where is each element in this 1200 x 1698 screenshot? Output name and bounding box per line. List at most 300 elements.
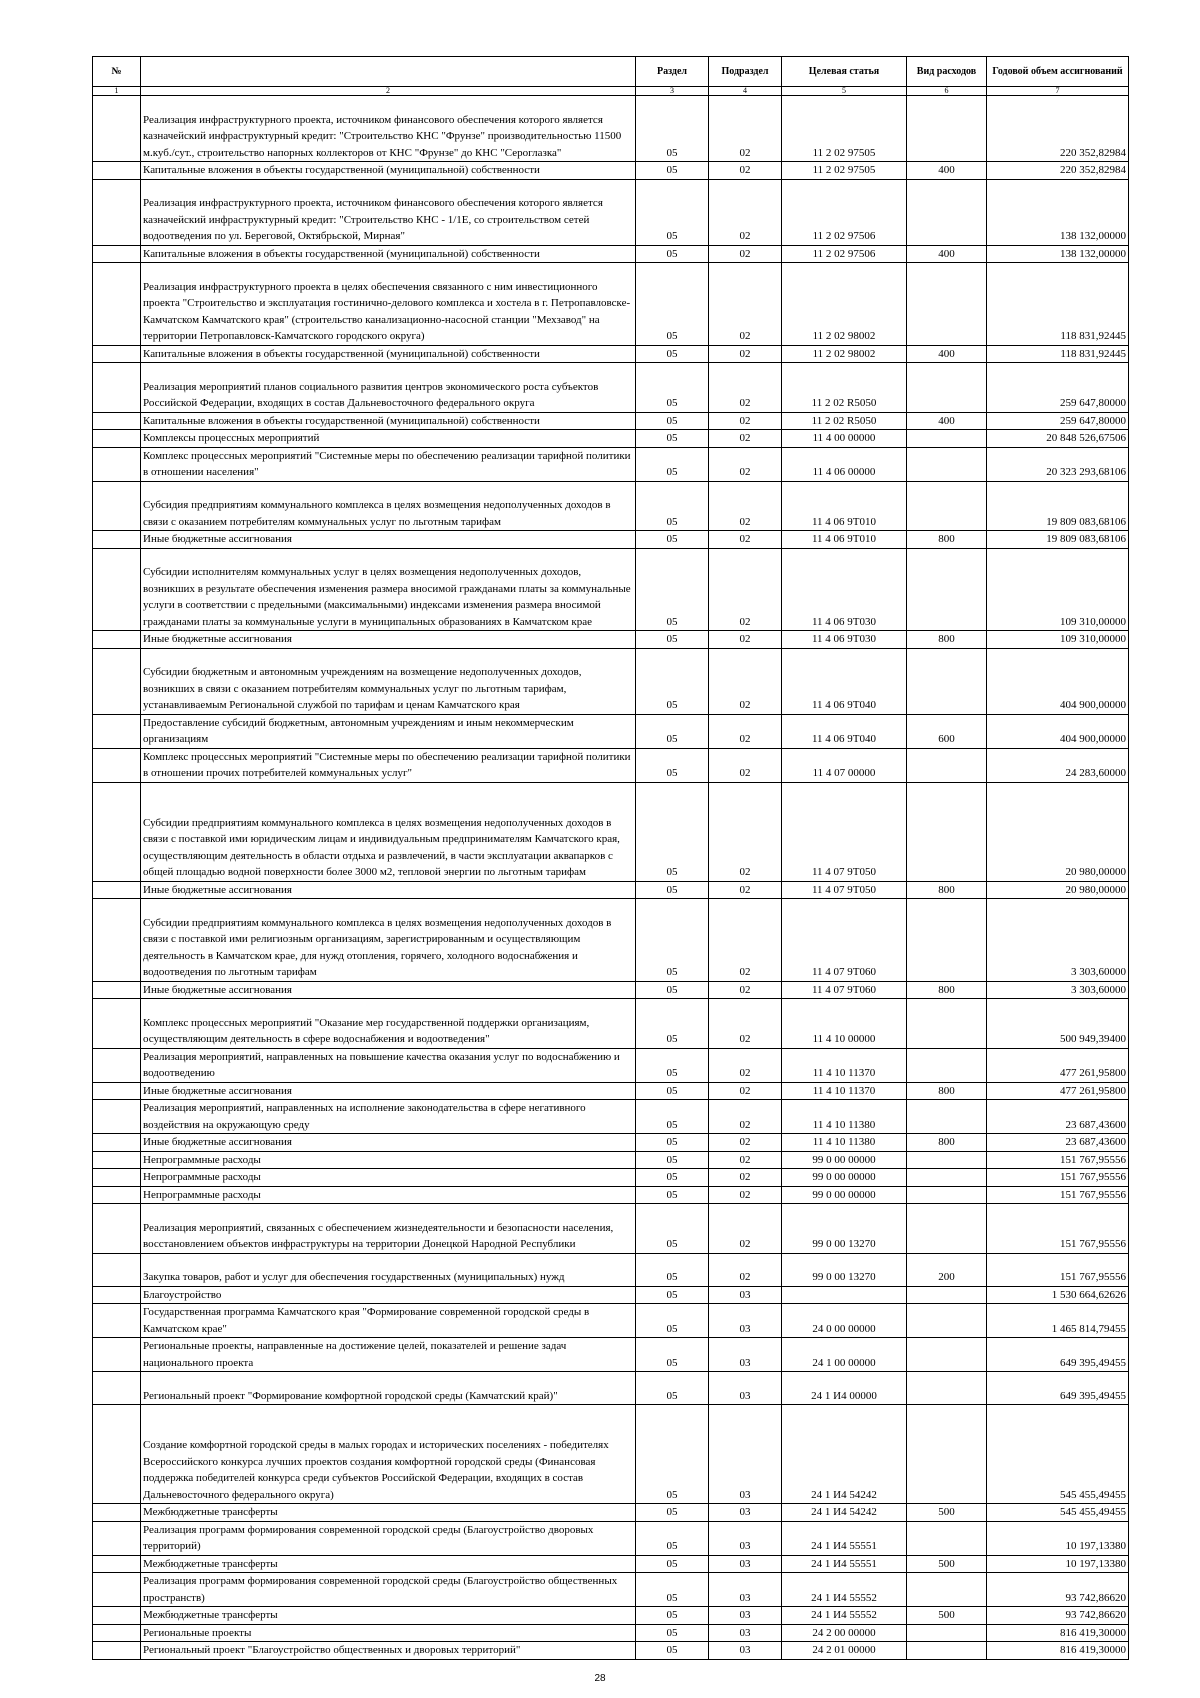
row-amount-cell: 24 283,60000 bbox=[987, 748, 1129, 782]
row-subsection-cell: 03 bbox=[709, 1405, 782, 1504]
row-subsection-cell: 02 bbox=[709, 1134, 782, 1152]
row-subsection-cell: 02 bbox=[709, 899, 782, 982]
header-no: № bbox=[93, 57, 141, 87]
table-row bbox=[93, 881, 1129, 899]
row-target-cell: 11 4 07 9Т060 bbox=[782, 981, 907, 999]
row-name-text: Иные бюджетные ассигнования bbox=[143, 633, 292, 645]
row-name-text: Иные бюджетные ассигнования bbox=[143, 983, 292, 996]
table-row bbox=[93, 363, 1129, 413]
row-target-cell: 11 4 06 9Т010 bbox=[782, 481, 907, 531]
header-subsection: Подраздел bbox=[709, 57, 782, 87]
row-subsection-cell: 02 bbox=[709, 631, 782, 649]
table-row bbox=[93, 1607, 1129, 1625]
row-amount-cell: 20 980,00000 bbox=[987, 881, 1129, 899]
table-row bbox=[93, 1151, 1129, 1169]
row-section-cell: 05 bbox=[636, 447, 709, 481]
row-name-cell bbox=[141, 1304, 636, 1338]
row-name-text: Субсидии предприятиям коммунального комплекса в целях возмещения недополученных доходов в связи с поставкой ими религиозным организациям, зарегистрированным и осуществляющим деятельность в Камчатском крае, для нужд отопления, горячего, холодного водоснабжения и водоотведения по льготным тарифам bbox=[143, 916, 612, 978]
row-amount-cell: 118 831,92445 bbox=[987, 263, 1129, 346]
row-subsection-cell: 02 bbox=[709, 245, 782, 263]
row-subsection-cell: 02 bbox=[709, 1151, 782, 1169]
column-number-row bbox=[93, 87, 1129, 96]
row-section-cell: 05 bbox=[636, 981, 709, 999]
row-amount-cell: 220 352,82984 bbox=[987, 96, 1129, 162]
row-amount-cell: 151 767,95556 bbox=[987, 1169, 1129, 1187]
row-kind-cell bbox=[907, 548, 987, 631]
row-name-cell bbox=[141, 648, 636, 714]
row-subsection-cell: 02 bbox=[709, 881, 782, 899]
row-target-cell: 11 2 02 98002 bbox=[782, 263, 907, 346]
row-section-cell: 05 bbox=[636, 1642, 709, 1660]
row-kind-cell bbox=[907, 1405, 987, 1504]
row-amount-cell: 23 687,43600 bbox=[987, 1100, 1129, 1134]
row-section-cell: 05 bbox=[636, 881, 709, 899]
row-number-cell bbox=[93, 481, 141, 531]
row-name-text: Непрограммные расходы bbox=[143, 1171, 261, 1183]
row-number-cell bbox=[93, 1134, 141, 1152]
row-name-cell bbox=[141, 430, 636, 448]
row-name-cell bbox=[141, 263, 636, 346]
row-name-text: Реализация мероприятий, связанных с обеспечением жизнедеятельности и безопасности населения, восстановлением объектов инфраструктуры на территории Донецкой Народной Республики bbox=[143, 1221, 614, 1250]
row-kind-cell bbox=[907, 1186, 987, 1204]
row-name-cell bbox=[141, 1169, 636, 1187]
row-name-cell bbox=[141, 1573, 636, 1607]
row-amount-cell: 1 530 664,62626 bbox=[987, 1286, 1129, 1304]
row-section-cell: 05 bbox=[636, 1504, 709, 1522]
row-section-cell: 05 bbox=[636, 1186, 709, 1204]
row-name-cell bbox=[141, 1642, 636, 1660]
row-subsection-cell: 02 bbox=[709, 1169, 782, 1187]
row-target-cell: 11 4 06 9Т040 bbox=[782, 648, 907, 714]
row-target-cell: 11 4 00 00000 bbox=[782, 430, 907, 448]
row-name-cell bbox=[141, 1204, 636, 1254]
row-subsection-cell: 02 bbox=[709, 447, 782, 481]
row-name-text: Комплекс процессных мероприятий "Системные меры по обеспечению реализации тарифной политики в отношении прочих потребителей коммунальных услуг" bbox=[143, 750, 631, 779]
row-amount-cell: 545 455,49455 bbox=[987, 1504, 1129, 1522]
row-kind-cell: 600 bbox=[907, 714, 987, 748]
row-name-text: Межбюджетные трансферты bbox=[143, 1609, 278, 1621]
row-kind-cell bbox=[907, 648, 987, 714]
row-name-cell bbox=[141, 363, 636, 413]
row-target-cell: 99 0 00 00000 bbox=[782, 1151, 907, 1169]
row-name-cell bbox=[141, 548, 636, 631]
table-row bbox=[93, 481, 1129, 531]
budget-table bbox=[92, 56, 1129, 1660]
row-name-text: Комплекс процессных мероприятий "Оказание мер государственной поддержки организациям, осуществляющим деятельность в сфере водоснабжения и водоотведения" bbox=[143, 1016, 590, 1045]
row-subsection-cell: 02 bbox=[709, 345, 782, 363]
row-target-cell: 99 0 00 00000 bbox=[782, 1186, 907, 1204]
row-number-cell bbox=[93, 899, 141, 982]
row-section-cell: 05 bbox=[636, 899, 709, 982]
table-row bbox=[93, 531, 1129, 549]
row-section-cell: 05 bbox=[636, 1082, 709, 1100]
header-section: Раздел bbox=[636, 57, 709, 87]
table-row bbox=[93, 648, 1129, 714]
row-amount-cell: 649 395,49455 bbox=[987, 1338, 1129, 1372]
row-amount-cell: 138 132,00000 bbox=[987, 179, 1129, 245]
row-amount-cell: 109 310,00000 bbox=[987, 548, 1129, 631]
row-number-cell bbox=[93, 748, 141, 782]
row-amount-cell: 93 742,86620 bbox=[987, 1607, 1129, 1625]
row-target-cell: 99 0 00 13270 bbox=[782, 1204, 907, 1254]
row-number-cell bbox=[93, 1504, 141, 1522]
row-name-cell bbox=[141, 748, 636, 782]
row-name-cell bbox=[141, 96, 636, 162]
row-name-cell bbox=[141, 1151, 636, 1169]
row-name-cell bbox=[141, 412, 636, 430]
table-row bbox=[93, 96, 1129, 162]
row-number-cell bbox=[93, 179, 141, 245]
row-subsection-cell: 03 bbox=[709, 1286, 782, 1304]
row-target-cell: 11 4 06 9Т010 bbox=[782, 531, 907, 549]
table-row bbox=[93, 245, 1129, 263]
row-target-cell: 24 1 И4 55551 bbox=[782, 1521, 907, 1555]
row-number-cell bbox=[93, 1624, 141, 1642]
row-target-cell: 11 4 07 00000 bbox=[782, 748, 907, 782]
row-section-cell: 05 bbox=[636, 1048, 709, 1082]
row-target-cell: 11 4 07 9Т050 bbox=[782, 782, 907, 881]
row-section-cell: 05 bbox=[636, 1573, 709, 1607]
row-section-cell: 05 bbox=[636, 748, 709, 782]
row-section-cell: 05 bbox=[636, 245, 709, 263]
table-row bbox=[93, 162, 1129, 180]
row-kind-cell: 500 bbox=[907, 1555, 987, 1573]
column-number: 4 bbox=[709, 87, 782, 96]
row-target-cell: 24 1 И4 55551 bbox=[782, 1555, 907, 1573]
row-number-cell bbox=[93, 1372, 141, 1405]
row-subsection-cell: 02 bbox=[709, 481, 782, 531]
row-amount-cell: 477 261,95800 bbox=[987, 1082, 1129, 1100]
row-name-cell bbox=[141, 782, 636, 881]
row-subsection-cell: 02 bbox=[709, 412, 782, 430]
row-target-cell: 11 4 10 11380 bbox=[782, 1134, 907, 1152]
row-section-cell: 05 bbox=[636, 179, 709, 245]
row-subsection-cell: 02 bbox=[709, 263, 782, 346]
row-subsection-cell: 02 bbox=[709, 748, 782, 782]
table-row bbox=[93, 1169, 1129, 1187]
row-number-cell bbox=[93, 1151, 141, 1169]
row-target-cell: 24 1 И4 54242 bbox=[782, 1504, 907, 1522]
row-name-cell bbox=[141, 1607, 636, 1625]
row-number-cell bbox=[93, 1607, 141, 1625]
row-subsection-cell: 02 bbox=[709, 548, 782, 631]
row-name-cell bbox=[141, 714, 636, 748]
row-section-cell: 05 bbox=[636, 782, 709, 881]
row-section-cell: 05 bbox=[636, 363, 709, 413]
row-subsection-cell: 02 bbox=[709, 714, 782, 748]
row-name-cell bbox=[141, 345, 636, 363]
header-kind: Вид расходов bbox=[907, 57, 987, 87]
table-row bbox=[93, 714, 1129, 748]
row-name-text: Региональные проекты, направленные на достижение целей, показателей и решение задач национального проекта bbox=[143, 1340, 567, 1369]
row-section-cell: 05 bbox=[636, 481, 709, 531]
row-number-cell bbox=[93, 263, 141, 346]
row-number-cell bbox=[93, 631, 141, 649]
budget-sheet bbox=[92, 56, 1128, 1660]
row-number-cell bbox=[93, 363, 141, 413]
header-row bbox=[93, 57, 1129, 87]
table-row bbox=[93, 999, 1129, 1049]
header-target: Целевая статья bbox=[782, 57, 907, 87]
row-number-cell bbox=[93, 1521, 141, 1555]
row-kind-cell bbox=[907, 1286, 987, 1304]
row-subsection-cell: 03 bbox=[709, 1607, 782, 1625]
row-target-cell: 11 4 07 9Т050 bbox=[782, 881, 907, 899]
table-row bbox=[93, 1253, 1129, 1286]
row-name-cell bbox=[141, 1372, 636, 1405]
column-number: 3 bbox=[636, 87, 709, 96]
row-number-cell bbox=[93, 162, 141, 180]
row-name-cell bbox=[141, 1286, 636, 1304]
row-number-cell bbox=[93, 1169, 141, 1187]
row-number-cell bbox=[93, 1082, 141, 1100]
row-name-text: Реализация инфраструктурного проекта, источником финансового обеспечения которого является казначейский инфраструктурный кредит: "Строительство КНС "Фрунзе" производительностью 11500 м.куб./сут., строительство напорных коллекторов от КНС "Фрунзе" до КНС "Сероглазка" bbox=[143, 113, 622, 159]
row-name-text: Создание комфортной городской среды в малых городах и исторических поселениях - победителях Всероссийского конкурса лучших проектов создания комфортной городской среды (Финансовая поддержка победителей конкурса среди субъектов Российской Федерации, входящих в состав Дальневосточного федерального округа) bbox=[143, 1439, 609, 1501]
row-amount-cell: 220 352,82984 bbox=[987, 162, 1129, 180]
row-target-cell: 11 4 10 11380 bbox=[782, 1100, 907, 1134]
row-kind-cell: 800 bbox=[907, 631, 987, 649]
row-kind-cell: 400 bbox=[907, 245, 987, 263]
row-amount-cell: 477 261,95800 bbox=[987, 1048, 1129, 1082]
row-section-cell: 05 bbox=[636, 412, 709, 430]
row-amount-cell: 19 809 083,68106 bbox=[987, 531, 1129, 549]
row-amount-cell: 151 767,95556 bbox=[987, 1204, 1129, 1254]
row-name-text: Комплекс процессных мероприятий "Системные меры по обеспечению реализации тарифной политики в отношении населения" bbox=[143, 449, 631, 478]
row-subsection-cell: 02 bbox=[709, 648, 782, 714]
row-subsection-cell: 02 bbox=[709, 363, 782, 413]
row-section-cell: 05 bbox=[636, 345, 709, 363]
row-amount-cell: 19 809 083,68106 bbox=[987, 481, 1129, 531]
row-name-cell bbox=[141, 899, 636, 982]
row-amount-cell: 10 197,13380 bbox=[987, 1521, 1129, 1555]
row-name-cell bbox=[141, 1521, 636, 1555]
row-target-cell: 11 4 10 11370 bbox=[782, 1048, 907, 1082]
row-kind-cell bbox=[907, 179, 987, 245]
row-name-cell bbox=[141, 1504, 636, 1522]
column-number: 5 bbox=[782, 87, 907, 96]
row-kind-cell bbox=[907, 1573, 987, 1607]
row-section-cell: 05 bbox=[636, 1100, 709, 1134]
row-subsection-cell: 02 bbox=[709, 1048, 782, 1082]
row-amount-cell: 138 132,00000 bbox=[987, 245, 1129, 263]
row-subsection-cell: 02 bbox=[709, 981, 782, 999]
row-name-cell bbox=[141, 1186, 636, 1204]
row-name-cell bbox=[141, 1555, 636, 1573]
table-row bbox=[93, 1573, 1129, 1607]
row-section-cell: 05 bbox=[636, 1286, 709, 1304]
row-subsection-cell: 03 bbox=[709, 1642, 782, 1660]
row-name-text: Благоустройство bbox=[143, 1288, 222, 1301]
row-target-cell: 24 1 И4 55552 bbox=[782, 1573, 907, 1607]
row-kind-cell bbox=[907, 363, 987, 413]
row-name-text: Предоставление субсидий бюджетным, автономным учреждениям и иным некоммерческим организациям bbox=[143, 716, 574, 745]
row-name-text: Иные бюджетные ассигнования bbox=[143, 1136, 292, 1148]
row-section-cell: 05 bbox=[636, 548, 709, 631]
row-target-cell: 24 2 01 00000 bbox=[782, 1642, 907, 1660]
row-target-cell: 11 4 10 00000 bbox=[782, 999, 907, 1049]
row-section-cell: 05 bbox=[636, 162, 709, 180]
row-target-cell: 24 1 И4 00000 bbox=[782, 1372, 907, 1405]
row-section-cell: 05 bbox=[636, 631, 709, 649]
row-target-cell: 11 2 02 R5050 bbox=[782, 412, 907, 430]
row-number-cell bbox=[93, 1642, 141, 1660]
table-row bbox=[93, 1372, 1129, 1405]
row-number-cell bbox=[93, 1100, 141, 1134]
row-name-text: Закупка товаров, работ и услуг для обеспечения государственных (муниципальных) нужд bbox=[143, 1271, 565, 1283]
row-name-text: Региональные проекты bbox=[143, 1626, 252, 1639]
column-number: 7 bbox=[987, 87, 1129, 96]
row-section-cell: 05 bbox=[636, 1555, 709, 1573]
row-section-cell: 05 bbox=[636, 1521, 709, 1555]
row-target-cell: 11 2 02 97505 bbox=[782, 96, 907, 162]
table-row bbox=[93, 1304, 1129, 1338]
row-kind-cell bbox=[907, 1624, 987, 1642]
row-amount-cell: 151 767,95556 bbox=[987, 1186, 1129, 1204]
row-subsection-cell: 02 bbox=[709, 162, 782, 180]
row-subsection-cell: 02 bbox=[709, 999, 782, 1049]
row-section-cell: 05 bbox=[636, 1169, 709, 1187]
table-row bbox=[93, 1186, 1129, 1204]
table-row bbox=[93, 1624, 1129, 1642]
row-kind-cell: 800 bbox=[907, 531, 987, 549]
row-subsection-cell: 02 bbox=[709, 1186, 782, 1204]
row-name-text: Межбюджетные трансферты bbox=[143, 1506, 278, 1518]
row-name-cell bbox=[141, 999, 636, 1049]
row-number-cell bbox=[93, 1186, 141, 1204]
row-name-text: Межбюджетные трансферты bbox=[143, 1557, 278, 1570]
row-name-cell bbox=[141, 1082, 636, 1100]
row-target-cell: 11 4 06 00000 bbox=[782, 447, 907, 481]
row-number-cell bbox=[93, 245, 141, 263]
row-number-cell bbox=[93, 1338, 141, 1372]
row-target-cell: 11 2 02 R5050 bbox=[782, 363, 907, 413]
row-kind-cell bbox=[907, 481, 987, 531]
row-target-cell: 11 2 02 97505 bbox=[782, 162, 907, 180]
row-name-text: Непрограммные расходы bbox=[143, 1153, 261, 1166]
row-kind-cell bbox=[907, 1521, 987, 1555]
row-target-cell: 11 2 02 98002 bbox=[782, 345, 907, 363]
row-number-cell bbox=[93, 1304, 141, 1338]
row-section-cell: 05 bbox=[636, 1304, 709, 1338]
row-subsection-cell: 02 bbox=[709, 1082, 782, 1100]
row-target-cell: 24 0 00 00000 bbox=[782, 1304, 907, 1338]
row-number-cell bbox=[93, 881, 141, 899]
column-number: 2 bbox=[141, 87, 636, 96]
row-target-cell: 11 4 07 9Т060 bbox=[782, 899, 907, 982]
row-kind-cell bbox=[907, 899, 987, 982]
row-number-cell bbox=[93, 1573, 141, 1607]
row-number-cell bbox=[93, 345, 141, 363]
table-row bbox=[93, 1405, 1129, 1504]
row-name-cell bbox=[141, 631, 636, 649]
row-name-text: Реализация программ формирования современной городской среды (Благоустройство дворовых территорий) bbox=[143, 1523, 594, 1552]
row-section-cell: 05 bbox=[636, 999, 709, 1049]
row-kind-cell: 800 bbox=[907, 1134, 987, 1152]
column-number: 1 bbox=[93, 87, 141, 96]
row-amount-cell: 93 742,86620 bbox=[987, 1573, 1129, 1607]
row-name-cell bbox=[141, 1048, 636, 1082]
row-amount-cell: 20 980,00000 bbox=[987, 782, 1129, 881]
row-subsection-cell: 02 bbox=[709, 1204, 782, 1254]
row-kind-cell bbox=[907, 1048, 987, 1082]
row-subsection-cell: 03 bbox=[709, 1338, 782, 1372]
row-amount-cell: 500 949,39400 bbox=[987, 999, 1129, 1049]
row-section-cell: 05 bbox=[636, 96, 709, 162]
row-amount-cell: 1 465 814,79455 bbox=[987, 1304, 1129, 1338]
row-name-text: Капитальные вложения в объекты государственной (муниципальной) собственности bbox=[143, 347, 540, 360]
row-name-cell bbox=[141, 1405, 636, 1504]
row-name-text: Реализация инфраструктурного проекта, источником финансового обеспечения которого является казначейский инфраструктурный кредит: "Строительство КНС - 1/1Е, со строительством сетей водоотведения по ул. Береговой, Октябрьской, Мирная" bbox=[143, 197, 603, 242]
table-row bbox=[93, 1134, 1129, 1152]
row-name-text: Реализация мероприятий планов социального развития центров экономического роста субъектов Российской Федерации, входящих в состав Дальневосточного федерального округа bbox=[143, 380, 599, 409]
row-target-cell: 24 1 И4 55552 bbox=[782, 1607, 907, 1625]
row-amount-cell: 20 848 526,67506 bbox=[987, 430, 1129, 448]
row-subsection-cell: 02 bbox=[709, 96, 782, 162]
row-name-text: Комплексы процессных мероприятий bbox=[143, 432, 320, 444]
row-name-text: Субсидия предприятиям коммунального комплекса в целях возмещения недополученных доходов в связи с оказанием потребителям коммунальных услуг по льготным тарифам bbox=[143, 499, 611, 528]
row-amount-cell: 3 303,60000 bbox=[987, 981, 1129, 999]
row-amount-cell: 20 323 293,68106 bbox=[987, 447, 1129, 481]
row-target-cell: 11 4 10 11370 bbox=[782, 1082, 907, 1100]
row-amount-cell: 816 419,30000 bbox=[987, 1642, 1129, 1660]
row-number-cell bbox=[93, 1555, 141, 1573]
row-name-cell bbox=[141, 1253, 636, 1286]
row-name-cell bbox=[141, 531, 636, 549]
row-number-cell bbox=[93, 782, 141, 881]
row-subsection-cell: 03 bbox=[709, 1372, 782, 1405]
row-amount-cell: 23 687,43600 bbox=[987, 1134, 1129, 1152]
row-target-cell: 99 0 00 13270 bbox=[782, 1253, 907, 1286]
row-name-text: Непрограммные расходы bbox=[143, 1188, 261, 1201]
row-name-text: Субсидии исполнителям коммунальных услуг в целях возмещения недополученных доходов, возникших в результате обеспечения изменения размера вносимой гражданами платы за коммунальные услуги в соответствии с предельными (максимальными) индексами изменения размера вносимой гражданами платы за коммунальные услуги в муниципальных образованиях в Камчатском крае bbox=[143, 566, 631, 628]
row-kind-cell: 800 bbox=[907, 981, 987, 999]
row-name-text: Капитальные вложения в объекты государственной (муниципальной) собственности bbox=[143, 414, 540, 427]
row-name-text: Реализация программ формирования современной городской среды (Благоустройство общественных пространств) bbox=[143, 1575, 618, 1604]
row-name-text: Государственная программа Камчатского края "Формирование современной городской среды в Камчатском крае" bbox=[143, 1306, 590, 1335]
row-target-cell: 11 4 06 9Т030 bbox=[782, 631, 907, 649]
row-kind-cell: 400 bbox=[907, 345, 987, 363]
row-section-cell: 05 bbox=[636, 1372, 709, 1405]
row-kind-cell bbox=[907, 1204, 987, 1254]
row-amount-cell: 404 900,00000 bbox=[987, 714, 1129, 748]
row-amount-cell: 816 419,30000 bbox=[987, 1624, 1129, 1642]
row-number-cell bbox=[93, 96, 141, 162]
row-subsection-cell: 03 bbox=[709, 1573, 782, 1607]
row-name-text: Субсидии бюджетным и автономным учреждениям на возмещение недополученных доходов, возникших в связи с оказанием потребителям коммунальных услуг по льготным тарифам, устанавливаемым Региональной службой по тарифам и ценам Камчатского края bbox=[143, 666, 582, 711]
row-target-cell: 11 4 06 9Т040 bbox=[782, 714, 907, 748]
row-name-cell bbox=[141, 881, 636, 899]
row-number-cell bbox=[93, 447, 141, 481]
row-number-cell bbox=[93, 714, 141, 748]
row-name-text: Капитальные вложения в объекты государственной (муниципальной) собственности bbox=[143, 247, 540, 260]
header-name bbox=[141, 57, 636, 87]
row-amount-cell: 649 395,49455 bbox=[987, 1372, 1129, 1405]
header-amount: Годовой объем ассигнований bbox=[987, 57, 1129, 87]
row-name-text: Иные бюджетные ассигнования bbox=[143, 533, 292, 545]
row-amount-cell: 404 900,00000 bbox=[987, 648, 1129, 714]
row-kind-cell bbox=[907, 1304, 987, 1338]
table-row bbox=[93, 412, 1129, 430]
row-subsection-cell: 02 bbox=[709, 782, 782, 881]
row-kind-cell bbox=[907, 1372, 987, 1405]
row-kind-cell: 400 bbox=[907, 162, 987, 180]
column-number: 6 bbox=[907, 87, 987, 96]
row-name-text: Реализация мероприятий, направленных на исполнение законодательства в сфере негативного воздействия на окружающую среду bbox=[143, 1102, 586, 1131]
row-target-cell: 11 2 02 97506 bbox=[782, 179, 907, 245]
row-kind-cell: 800 bbox=[907, 1082, 987, 1100]
row-target-cell: 24 1 00 00000 bbox=[782, 1338, 907, 1372]
row-section-cell: 05 bbox=[636, 648, 709, 714]
